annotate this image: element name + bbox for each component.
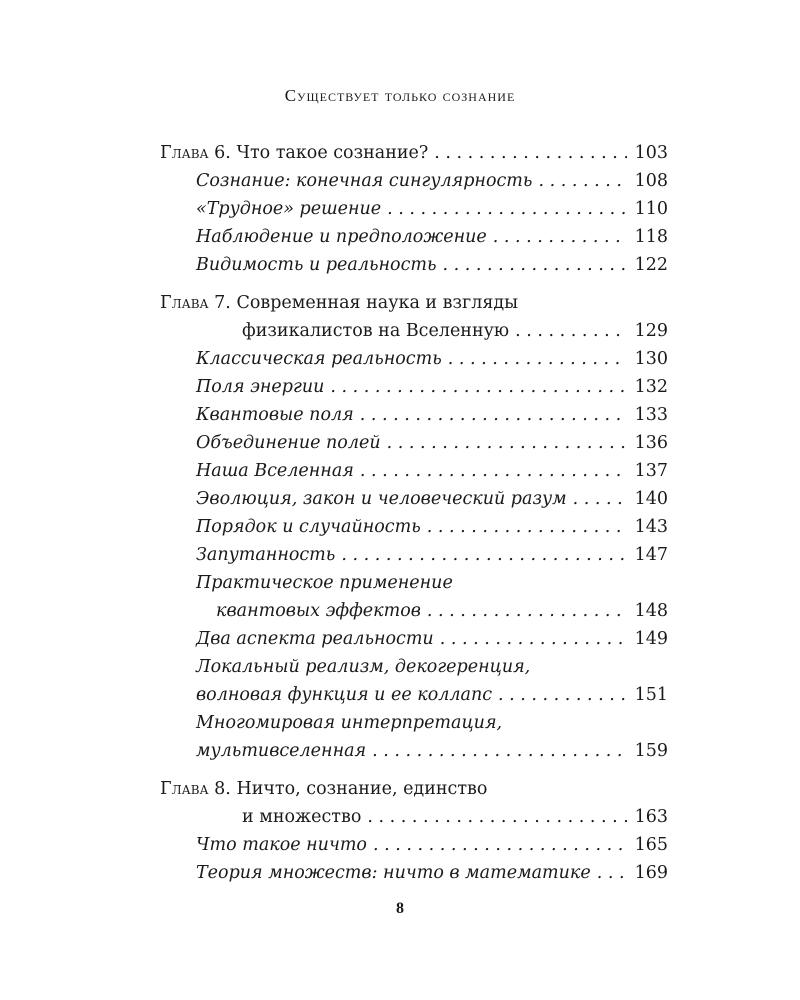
section-page: 132 bbox=[634, 377, 668, 397]
chapter-7-title-line1[interactable] bbox=[160, 289, 668, 317]
chapter-7-title-text: Современная наука и взгляды bbox=[236, 293, 519, 313]
chapter-6-label: Глава 6. bbox=[160, 143, 231, 163]
section-page: 148 bbox=[634, 601, 668, 621]
chapter-8-title-line2: и множество bbox=[242, 807, 362, 827]
chapter-8-entry[interactable] bbox=[160, 803, 668, 831]
section-block[interactable] bbox=[160, 569, 668, 625]
section-page: 151 bbox=[634, 685, 668, 705]
section-page: 122 bbox=[634, 255, 668, 275]
section-entry[interactable] bbox=[160, 195, 668, 223]
chapter-7-label: Глава 7. bbox=[160, 293, 231, 313]
section-block[interactable] bbox=[160, 709, 668, 765]
chapter-8-label: Глава 8. bbox=[160, 779, 231, 799]
section-entry[interactable] bbox=[160, 541, 668, 569]
section-title: «Трудное» решение bbox=[196, 199, 382, 219]
section-title-line2: волновая функция и ее коллапс bbox=[196, 685, 493, 705]
section-title: Порядок и случайность bbox=[196, 517, 421, 537]
section-entry[interactable] bbox=[160, 373, 668, 401]
leader-dots bbox=[440, 625, 627, 653]
section-page: 110 bbox=[634, 199, 668, 219]
leader-dots bbox=[387, 429, 627, 457]
leader-dots bbox=[360, 457, 627, 485]
chapter-8-title-line1[interactable] bbox=[160, 775, 668, 803]
section-entry[interactable] bbox=[160, 401, 668, 429]
section-page: 140 bbox=[634, 489, 668, 509]
section-block[interactable] bbox=[160, 653, 668, 709]
section-title-line1: Многомировая интерпретация, bbox=[196, 713, 503, 733]
chapter-8-page: 163 bbox=[634, 807, 668, 827]
section-page: 133 bbox=[634, 405, 668, 425]
chapter-7-entry[interactable] bbox=[160, 317, 668, 345]
section-entry bbox=[160, 597, 668, 625]
chapter-6 bbox=[160, 139, 668, 279]
section-title-line2: квантовых эффектов bbox=[216, 601, 421, 621]
leader-dots bbox=[573, 485, 627, 513]
section-title: Наблюдение и предположение bbox=[196, 227, 487, 247]
section-entry[interactable] bbox=[160, 625, 668, 653]
section-title-line1: Практическое применение bbox=[196, 573, 453, 593]
leader-dots bbox=[427, 597, 627, 625]
leader-dots bbox=[341, 541, 626, 569]
section-title: Наша Вселенная bbox=[196, 461, 354, 481]
section-title: Квантовые поля bbox=[196, 405, 354, 425]
chapter-8 bbox=[160, 775, 668, 887]
leader-dots bbox=[367, 803, 626, 831]
section-page: 136 bbox=[634, 433, 668, 453]
chapter-6-title-text: Что такое сознание? bbox=[236, 143, 429, 163]
leader-dots bbox=[434, 139, 626, 167]
leader-dots bbox=[373, 831, 627, 859]
leader-dots bbox=[498, 681, 627, 709]
leader-dots bbox=[597, 859, 627, 887]
leader-dots bbox=[493, 223, 627, 251]
running-head: Существует только сознание bbox=[284, 86, 516, 105]
section-entry[interactable] bbox=[160, 831, 668, 859]
section-page: 169 bbox=[634, 863, 668, 883]
table-of-contents bbox=[160, 139, 668, 887]
section-entry bbox=[160, 737, 668, 765]
section-title-line1: Локальный реализм, декогеренция, bbox=[196, 657, 531, 677]
section-title: Поля энергии bbox=[196, 377, 325, 397]
section-title: Классическая реальность bbox=[196, 349, 442, 369]
leader-dots bbox=[387, 195, 626, 223]
section-page: 130 bbox=[634, 349, 668, 369]
leader-dots bbox=[372, 737, 626, 765]
chapter-6-page: 103 bbox=[634, 143, 668, 163]
section-page: 149 bbox=[634, 629, 668, 649]
leader-dots bbox=[538, 167, 626, 195]
leader-dots bbox=[427, 513, 627, 541]
section-page: 159 bbox=[634, 741, 668, 761]
section-page: 137 bbox=[634, 461, 668, 481]
chapter-6-entry[interactable] bbox=[160, 139, 668, 167]
section-page: 143 bbox=[634, 517, 668, 537]
leader-dots bbox=[448, 345, 627, 373]
section-title: Что такое ничто bbox=[196, 835, 367, 855]
chapter-7 bbox=[160, 289, 668, 765]
leader-dots bbox=[330, 373, 626, 401]
chapter-6-title bbox=[160, 139, 434, 167]
leader-dots bbox=[515, 317, 626, 345]
section-title-line2: мультивселенная bbox=[196, 741, 367, 761]
page-number: 8 bbox=[396, 900, 404, 917]
section-title: Сознание: конечная сингулярность bbox=[196, 171, 533, 191]
section-title: Видимость и реальность bbox=[196, 255, 437, 275]
chapter-7-title-line2: физикалистов на Вселенную bbox=[242, 321, 510, 341]
chapter-7-page: 129 bbox=[634, 321, 668, 341]
section-entry[interactable] bbox=[160, 429, 668, 457]
section-entry[interactable] bbox=[160, 457, 668, 485]
section-page: 108 bbox=[634, 171, 668, 191]
section-entry[interactable] bbox=[160, 223, 668, 251]
leader-dots bbox=[360, 401, 627, 429]
section-title: Объединение полей bbox=[196, 433, 381, 453]
section-page: 165 bbox=[634, 835, 668, 855]
section-entry[interactable] bbox=[160, 859, 668, 887]
section-title: Эволюция, закон и человеческий разум bbox=[196, 489, 567, 509]
section-title: Теория множеств: ничто в математике bbox=[196, 863, 591, 883]
section-entry[interactable] bbox=[160, 485, 668, 513]
section-entry[interactable] bbox=[160, 345, 668, 373]
section-page: 118 bbox=[634, 227, 668, 247]
section-title: Два аспекта реальности bbox=[196, 629, 434, 649]
section-entry[interactable] bbox=[160, 167, 668, 195]
section-title: Запутанность bbox=[196, 545, 336, 565]
section-entry[interactable] bbox=[160, 513, 668, 541]
section-page: 147 bbox=[634, 545, 668, 565]
chapter-8-title-text: Ничто, сознание, единство bbox=[236, 779, 488, 799]
section-entry[interactable] bbox=[160, 251, 668, 279]
leader-dots bbox=[443, 251, 627, 279]
section-entry bbox=[160, 681, 668, 709]
